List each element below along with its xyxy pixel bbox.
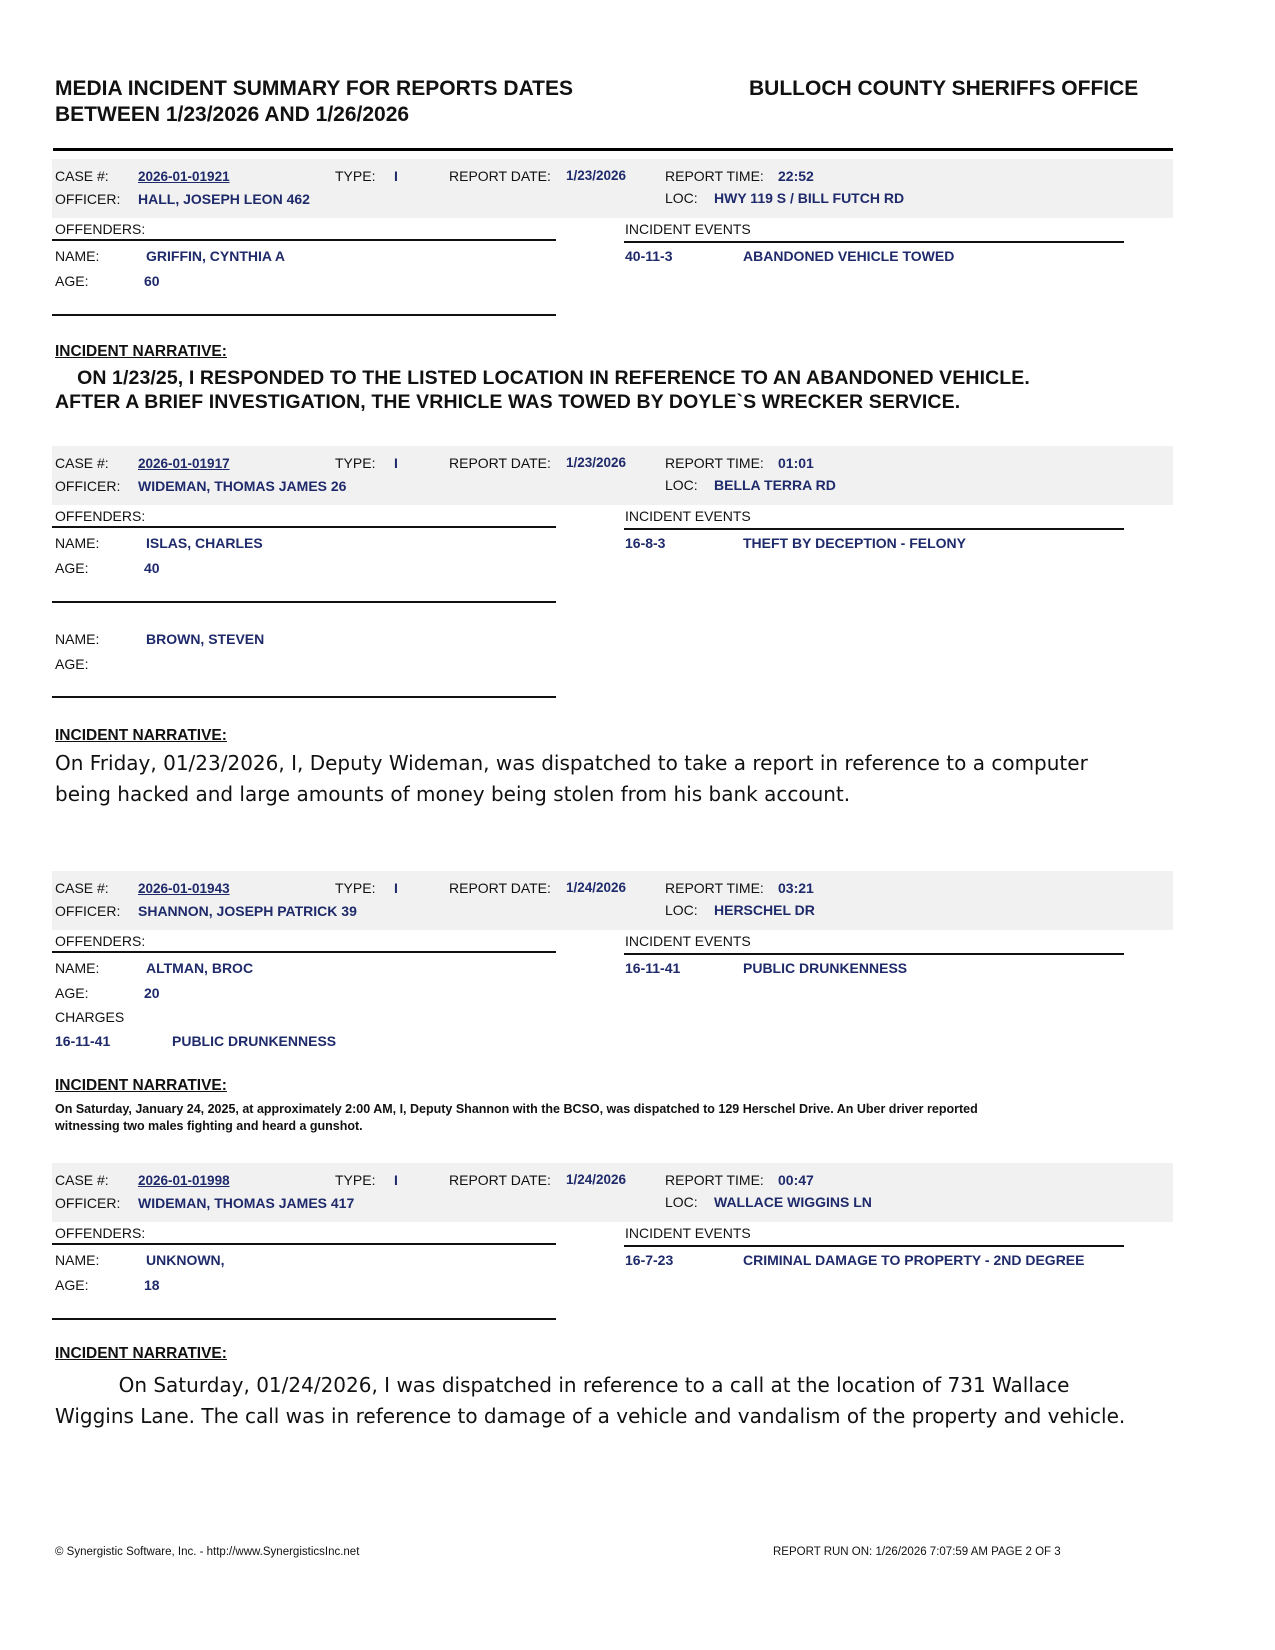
report-date-label: REPORT DATE:	[449, 455, 551, 471]
case-block	[52, 1163, 1174, 1333]
offender-name: UNKNOWN,	[146, 1252, 225, 1268]
offender-name: ALTMAN, BROC	[146, 960, 254, 976]
incident-events-label: INCIDENT EVENTS	[625, 508, 751, 524]
event-description: CRIMINAL DAMAGE TO PROPERTY - 2ND DEGREE	[743, 1252, 1085, 1268]
offenders-rule	[52, 239, 556, 241]
events-rule	[624, 241, 1124, 243]
offender-name: GRIFFIN, CYNTHIA A	[146, 248, 285, 264]
report-time-label: REPORT TIME:	[665, 455, 764, 471]
type-value: I	[394, 880, 398, 896]
officer-label: OFFICER:	[55, 1195, 121, 1211]
charge-description: PUBLIC DRUNKENNESS	[172, 1033, 337, 1049]
narrative-text: On Saturday, January 24, 2025, at approximately 2:00 AM, I, Deputy Shannon with the BCSO, was dispatched to 129 Herschel Drive. An Uber driver reported witnessing two males fighting and heard a gunshot.	[55, 1102, 978, 1133]
offenders-label: OFFENDERS:	[55, 221, 146, 237]
case-label: CASE #:	[55, 1172, 109, 1188]
offenders-rule	[52, 526, 556, 528]
footer-copyright: © Synergistic Software, Inc. - http://www.SynergisticsInc.net	[55, 1546, 360, 1558]
name-label: NAME:	[55, 535, 100, 551]
offender-age: 18	[144, 1277, 160, 1293]
offender-rule	[52, 601, 556, 603]
report-date-label: REPORT DATE:	[449, 880, 551, 896]
offender-age: 40	[144, 560, 160, 576]
report-time-value: 01:01	[778, 455, 814, 471]
report-time-value: 00:47	[778, 1172, 814, 1188]
offender-rule	[52, 314, 556, 316]
loc-value: BELLA TERRA RD	[714, 477, 836, 493]
offenders-label: OFFENDERS:	[55, 933, 146, 949]
offender-rule	[52, 1318, 556, 1320]
loc-label: LOC:	[665, 1194, 698, 1210]
event-code: 16-11-41	[625, 960, 681, 976]
offender-name: BROWN, STEVEN	[146, 631, 265, 647]
incident-events-label: INCIDENT EVENTS	[625, 221, 751, 237]
case-number-link[interactable]: 2026-01-01917	[138, 456, 230, 471]
narrative-heading: INCIDENT NARRATIVE:	[55, 1077, 227, 1094]
case-block	[52, 159, 1174, 349]
events-rule	[624, 1245, 1124, 1247]
report-time-label: REPORT TIME:	[665, 880, 764, 896]
narrative-text: On Saturday, 01/24/2026, I was dispatched in reference to a call at the location of 731 Wallace Wiggins Lane. The call was in reference to damage of a vehicle and vandalism of the property and vehicle.	[55, 1373, 1126, 1428]
officer-value: HALL, JOSEPH LEON 462	[138, 191, 310, 207]
report-title-line1: MEDIA INCIDENT SUMMARY FOR REPORTS DATES	[55, 77, 574, 100]
offender-age: 20	[144, 985, 160, 1001]
report-date-label: REPORT DATE:	[449, 168, 551, 184]
event-description: THEFT BY DECEPTION - FELONY	[743, 535, 966, 551]
offenders-rule	[52, 951, 556, 953]
narrative-heading: INCIDENT NARRATIVE:	[55, 1345, 227, 1362]
loc-value: HWY 119 S / BILL FUTCH RD	[714, 190, 905, 206]
officer-label: OFFICER:	[55, 903, 121, 919]
report-time-value: 22:52	[778, 168, 814, 184]
name-label: NAME:	[55, 1252, 100, 1268]
name-label: NAME:	[55, 248, 100, 264]
event-description: ABANDONED VEHICLE TOWED	[743, 248, 955, 264]
officer-label: OFFICER:	[55, 191, 121, 207]
offenders-label: OFFENDERS:	[55, 1225, 146, 1241]
report-date-label: REPORT DATE:	[449, 1172, 551, 1188]
officer-value: WIDEMAN, THOMAS JAMES 26	[138, 478, 347, 494]
officer-value: SHANNON, JOSEPH PATRICK 39	[138, 903, 357, 919]
report-date-value: 1/23/2026	[566, 455, 627, 470]
charges-label: CHARGES	[55, 1009, 125, 1025]
case-label: CASE #:	[55, 880, 109, 896]
type-value: I	[394, 455, 398, 471]
incident-events-label: INCIDENT EVENTS	[625, 933, 751, 949]
type-value: I	[394, 168, 398, 184]
agency-name: BULLOCH COUNTY SHERIFFS OFFICE	[749, 77, 1139, 100]
age-label: AGE:	[55, 273, 89, 289]
age-label: AGE:	[55, 1277, 89, 1293]
narrative-heading: INCIDENT NARRATIVE:	[55, 727, 227, 744]
type-value: I	[394, 1172, 398, 1188]
type-label: TYPE:	[335, 1172, 376, 1188]
report-time-label: REPORT TIME:	[665, 168, 764, 184]
case-label: CASE #:	[55, 168, 109, 184]
age-label: AGE:	[55, 656, 89, 672]
offender-age: 60	[144, 273, 160, 289]
case-number-link[interactable]: 2026-01-01921	[138, 169, 230, 184]
event-code: 16-8-3	[625, 535, 666, 551]
offender-name: ISLAS, CHARLES	[146, 535, 263, 551]
event-code: 16-7-23	[625, 1252, 674, 1268]
name-label: NAME:	[55, 631, 100, 647]
type-label: TYPE:	[335, 455, 376, 471]
age-label: AGE:	[55, 560, 89, 576]
officer-value: WIDEMAN, THOMAS JAMES 417	[138, 1195, 355, 1211]
event-description: PUBLIC DRUNKENNESS	[743, 960, 908, 976]
event-code: 40-11-3	[625, 248, 673, 264]
report-date-value: 1/24/2026	[566, 1172, 627, 1187]
charge-code: 16-11-41	[55, 1033, 111, 1049]
offender-rule	[52, 696, 556, 698]
events-rule	[624, 953, 1124, 955]
narrative-text: On Friday, 01/23/2026, I, Deputy Wideman, was dispatched to take a report in reference to a computer being hacked and large amounts of money being stolen from his bank account.	[55, 751, 1088, 806]
footer-run-info: REPORT RUN ON: 1/26/2026 7:07:59 AM PAGE 2 OF 3	[773, 1546, 1061, 1558]
loc-value: WALLACE WIGGINS LN	[714, 1194, 872, 1210]
loc-label: LOC:	[665, 477, 698, 493]
loc-label: LOC:	[665, 190, 698, 206]
report-time-label: REPORT TIME:	[665, 1172, 764, 1188]
type-label: TYPE:	[335, 880, 376, 896]
report-date-value: 1/24/2026	[566, 880, 627, 895]
officer-label: OFFICER:	[55, 478, 121, 494]
type-label: TYPE:	[335, 168, 376, 184]
case-number-link[interactable]: 2026-01-01943	[138, 881, 230, 896]
name-label: NAME:	[55, 960, 100, 976]
case-block	[52, 871, 1174, 1051]
narrative-heading: INCIDENT NARRATIVE:	[55, 343, 227, 360]
incident-events-label: INCIDENT EVENTS	[625, 1225, 751, 1241]
loc-value: HERSCHEL DR	[714, 902, 815, 918]
report-title-line2: BETWEEN 1/23/2026 AND 1/26/2026	[55, 103, 410, 126]
age-label: AGE:	[55, 985, 89, 1001]
case-number-link[interactable]: 2026-01-01998	[138, 1173, 230, 1188]
loc-label: LOC:	[665, 902, 698, 918]
offenders-label: OFFENDERS:	[55, 508, 146, 524]
report-time-value: 03:21	[778, 880, 814, 896]
report-date-value: 1/23/2026	[566, 168, 627, 183]
case-label: CASE #:	[55, 455, 109, 471]
offenders-rule	[52, 1243, 556, 1245]
narrative-text: ON 1/23/25, I RESPONDED TO THE LISTED LOCATION IN REFERENCE TO AN ABANDONED VEHICLE. AFTER A BRIEF INVESTIGATION, THE VRHICLE WAS TOWED BY DOYLE`S WRECKER SERVICE.	[55, 367, 1030, 413]
events-rule	[624, 528, 1124, 530]
case-block	[52, 446, 1174, 706]
header-divider	[53, 148, 1173, 151]
